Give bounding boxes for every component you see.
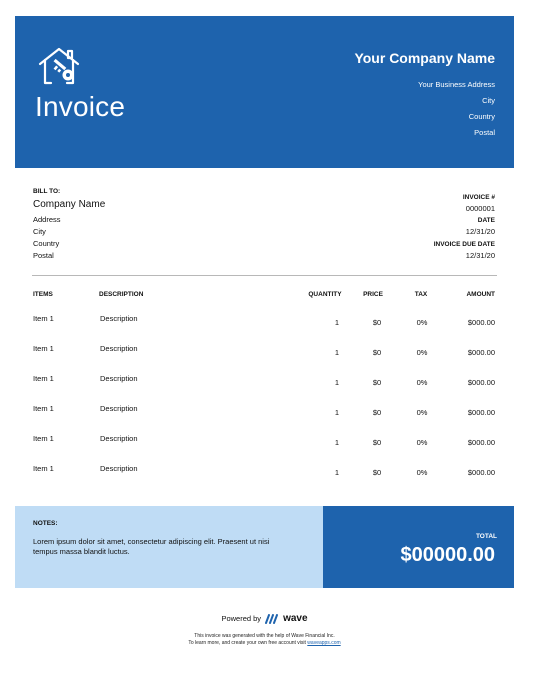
due-date: 12/31/20 [465, 251, 495, 260]
row-amount: $000.00 [467, 408, 495, 417]
bill-to-country: Country [33, 239, 60, 248]
row-price: $0 [372, 468, 382, 477]
row-price: $0 [372, 318, 382, 327]
row-price: $0 [372, 378, 382, 387]
bill-to-address: Address [33, 215, 61, 224]
footer-line-2 [15, 640, 514, 646]
total-section [323, 506, 514, 588]
col-header-amount: AMOUNT [466, 291, 495, 298]
row-item: Item 1 [33, 434, 54, 443]
notes-label: NOTES: [33, 520, 58, 527]
notes-section [15, 506, 323, 588]
invoice-page [15, 16, 514, 676]
wave-brand: wave [283, 613, 308, 624]
row-quantity: 1 [334, 438, 340, 447]
col-header-items: ITEMS [33, 291, 53, 298]
row-price: $0 [372, 438, 382, 447]
row-tax: 0% [416, 438, 428, 447]
row-price: $0 [372, 348, 382, 357]
col-header-price: PRICE [363, 291, 383, 298]
house-key-icon [37, 46, 81, 86]
row-quantity: 1 [334, 408, 340, 417]
row-description: Description [100, 464, 138, 473]
business-city: City [482, 96, 495, 105]
row-item: Item 1 [33, 464, 54, 473]
invoice-number-label: INVOICE # [462, 194, 495, 201]
business-address: Your Business Address [418, 80, 495, 89]
wave-logo-icon [265, 614, 279, 624]
col-header-quantity: QUANTITY [308, 291, 342, 298]
bill-to-company: Company Name [33, 199, 106, 210]
company-name: Your Company Name [354, 50, 495, 66]
row-description: Description [100, 404, 138, 413]
row-description: Description [100, 374, 138, 383]
row-item: Item 1 [33, 314, 54, 323]
bill-to-city: City [33, 227, 46, 236]
footer-line-2-text: To learn more, and create your own free account visit [188, 640, 306, 646]
row-price: $0 [372, 408, 382, 417]
row-amount: $000.00 [467, 318, 495, 327]
row-description: Description [100, 344, 138, 353]
row-quantity: 1 [334, 348, 340, 357]
section-divider [32, 275, 497, 276]
total-amount: $00000.00 [400, 544, 495, 566]
footer-line-1: This invoice was generated with the help of Wave Financial Inc. [194, 633, 335, 639]
row-amount: $000.00 [467, 348, 495, 357]
invoice-header [15, 16, 514, 168]
row-description: Description [100, 314, 138, 323]
row-item: Item 1 [33, 374, 54, 383]
row-amount: $000.00 [467, 438, 495, 447]
invoice-date: 12/31/20 [465, 227, 495, 236]
invoice-title: Invoice [35, 91, 126, 122]
row-tax: 0% [416, 318, 428, 327]
row-amount: $000.00 [467, 378, 495, 387]
row-quantity: 1 [334, 378, 340, 387]
row-item: Item 1 [33, 404, 54, 413]
row-item: Item 1 [33, 344, 54, 353]
waveapps-link[interactable]: waveapps.com [307, 640, 341, 646]
invoice-number: 0000001 [465, 204, 495, 213]
row-quantity: 1 [334, 318, 340, 327]
bill-to-postal: Postal [33, 251, 54, 260]
powered-by-label: Powered by [221, 614, 262, 623]
row-amount: $000.00 [467, 468, 495, 477]
row-tax: 0% [416, 348, 428, 357]
total-label: TOTAL [475, 533, 497, 540]
date-label: DATE [477, 217, 495, 224]
row-quantity: 1 [334, 468, 340, 477]
business-postal: Postal [474, 128, 495, 137]
bill-to-label: BILL TO: [33, 188, 61, 195]
due-date-label: INVOICE DUE DATE [433, 241, 495, 248]
row-tax: 0% [416, 408, 428, 417]
row-tax: 0% [416, 468, 428, 477]
col-header-tax: TAX [414, 291, 428, 298]
row-description: Description [100, 434, 138, 443]
notes-text: Lorem ipsum dolor sit amet, consectetur adipiscing elit. Praesent ut nisi tempus massa blandit luctus. [33, 537, 270, 556]
row-tax: 0% [416, 378, 428, 387]
business-country: Country [468, 112, 495, 121]
powered-by [15, 613, 514, 624]
col-header-description: DESCRIPTION [99, 291, 144, 298]
